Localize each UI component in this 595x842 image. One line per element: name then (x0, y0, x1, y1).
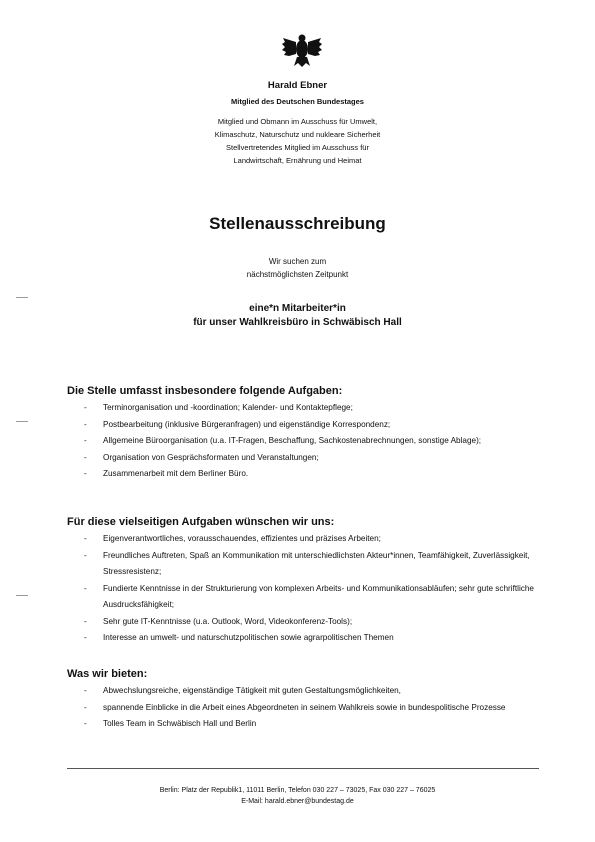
list-item-text: Fundierte Kenntnisse in der Strukturierung von komplexen Arbeits- und Kommunikationsabläufen; sehr gute schriftliche Ausdrucksfähigkeit; (103, 583, 534, 609)
fold-mark (16, 595, 28, 596)
list-item-text: Zusammenarbeit mit dem Berliner Büro. (103, 469, 249, 478)
requirements-list (67, 531, 537, 647)
member-title: Mitglied des Deutschen Bundestages (231, 97, 364, 106)
section-heading: Die Stelle umfasst insbesondere folgende Aufgaben: (67, 385, 343, 397)
intro-text (0, 255, 595, 281)
tasks-section (67, 385, 537, 483)
committee-roles (0, 115, 595, 167)
list-item: - Abwechslungsreiche, eigenständige Tätigkeit mit guten Gestaltungsmöglichkeiten, (84, 686, 401, 695)
list-item: - Tolles Team in Schwäbisch Hall und Berlin (84, 719, 257, 728)
list-item: - Postbearbeitung (inklusive Bürgeranfragen) und eigenständige Korrespondenz; (84, 419, 391, 429)
list-item-text: Sehr gute IT-Kenntnisse (u.a. Outlook, Word, Videokonferenz-Tools); (103, 616, 353, 626)
list-item-text: Interesse an umwelt- und naturschutzpolitischen sowie agrarpolitischen Themen (103, 633, 394, 642)
fold-mark (16, 421, 28, 422)
role-line: Mitglied und Obmann im Ausschuss für Umwelt, (217, 117, 378, 126)
fold-mark (16, 297, 28, 298)
section-heading: Für diese vielseitigen Aufgaben wünschen wir uns: (67, 516, 335, 528)
list-item: - Sehr gute IT-Kenntnisse (u.a. Outlook, Word, Videokonferenz-Tools); (84, 616, 353, 626)
bundestag-eagle-icon (281, 32, 323, 68)
list-item-text: Eigenverantwortliches, vorausschauendes, effizientes und präzises Arbeiten; (103, 534, 381, 543)
list-item-text: Allgemeine Büroorganisation (u.a. IT-Fragen, Beschaffung, Sachkostenabrechnungen, sonstige Ablage); (103, 436, 482, 445)
position-title (0, 302, 595, 330)
position-line: für unser Wahlkreisbüro in Schwäbisch Hall (193, 317, 402, 328)
list-item: - Terminorganisation und -koordination; Kalender- und Kontaktepflege; (84, 403, 353, 412)
list-item-text: Terminorganisation und -koordination; Kalender- und Kontaktepflege; (103, 403, 353, 412)
role-line: Klimaschutz, Naturschutz und nukleare Sicherheit (214, 130, 381, 139)
member-name: Harald Ebner (267, 80, 328, 91)
list-item: - Freundliches Auftreten, Spaß an Kommunikation mit unterschiedlichsten Akteur*innen, Teamfähigkeit, Zuverlässigkeit, Stressresistenz; (84, 550, 530, 576)
list-item-text: spannende Einblicke in die Arbeit eines Abgeordneten in seinem Wahlkreis sowie in bundespolitische Prozesse (103, 702, 506, 712)
position-line: eine*n Mitarbeiter*in (249, 303, 346, 314)
list-item-text: Freundliches Auftreten, Spaß an Kommunikation mit unterschiedlichsten Akteur*innen, Teamfähigkeit, Zuverlässigkeit, Stressresistenz; (103, 550, 530, 576)
requirements-section (67, 516, 537, 647)
list-item-text: Organisation von Gesprächsformaten und Veranstaltungen; (103, 452, 319, 462)
list-item: - Eigenverantwortliches, vorausschauendes, effizientes und präzises Arbeiten; (84, 534, 381, 543)
footer-address: Berlin: Platz der Republik1, 11011 Berlin, Telefon 030 227 – 73025, Fax 030 227 – 76025 (159, 787, 436, 794)
role-line: Landwirtschaft, Ernährung und Heimat (233, 156, 362, 165)
footer (0, 785, 595, 807)
list-item-text: Abwechslungsreiche, eigenständige Tätigkeit mit guten Gestaltungsmöglichkeiten, (103, 686, 401, 695)
role-line: Stellvertretendes Mitglied im Ausschuss für (226, 143, 369, 152)
offer-list (67, 683, 537, 733)
page-title: Stellenausschreibung (209, 214, 386, 233)
list-item: - Organisation von Gesprächsformaten und Veranstaltungen; (84, 452, 319, 462)
list-item-text: Tolles Team in Schwäbisch Hall und Berlin (103, 719, 257, 728)
footer-email: E-Mail: harald.ebner@bundestag.de (241, 798, 354, 805)
list-item: - Fundierte Kenntnisse in der Strukturierung von komplexen Arbeits- und Kommunikationsabläufen; sehr gute schriftliche Ausdrucksfähigkeit; (84, 583, 534, 609)
intro-line: Wir suchen zum (268, 257, 327, 266)
tasks-list (67, 400, 537, 483)
list-item-text: Postbearbeitung (inklusive Bürgeranfragen) und eigenständige Korrespondenz; (103, 419, 391, 429)
intro-line: nächstmöglichsten Zeitpunkt (246, 270, 349, 279)
offer-section (67, 668, 537, 733)
footer-divider (67, 768, 539, 769)
section-heading: Was wir bieten: (67, 668, 148, 680)
list-item: - Interesse an umwelt- und naturschutzpolitischen sowie agrarpolitischen Themen (84, 633, 394, 642)
list-item: - Allgemeine Büroorganisation (u.a. IT-Fragen, Beschaffung, Sachkostenabrechnungen, sonstige Ablage); (84, 436, 482, 445)
list-item: - spannende Einblicke in die Arbeit eines Abgeordneten in seinem Wahlkreis sowie in bundespolitische Prozesse (84, 702, 506, 712)
list-item: - Zusammenarbeit mit dem Berliner Büro. (84, 469, 249, 478)
